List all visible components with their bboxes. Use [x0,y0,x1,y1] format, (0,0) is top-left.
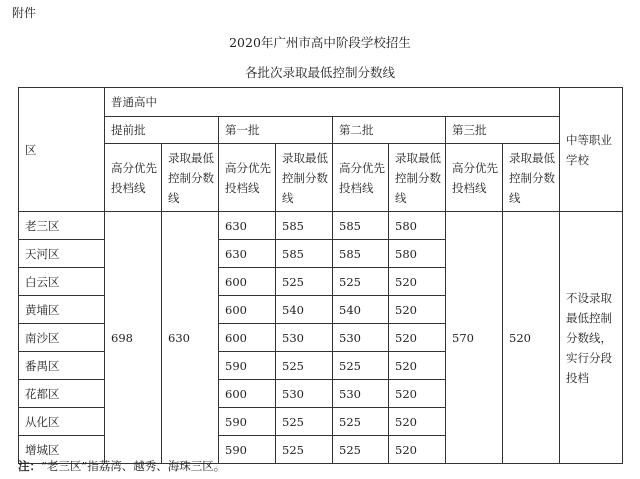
district-cell: 白云区 [19,268,105,296]
footnote-text: “老三区”指荔湾、越秀、海珠三区。 [41,459,226,473]
first-min-score: 530 [276,324,333,352]
first-min-score: 585 [276,212,333,240]
vocational-note: 不设录取最低控制分数线，实行分段投档 [560,212,623,464]
first-min-score: 585 [276,240,333,268]
vocational-header: 中等职业学校 [560,88,623,212]
second-min-header: 录取最低控制分数线 [389,144,446,212]
first-min-score: 525 [276,436,333,464]
footnote [18,458,225,474]
first-priority-score: 600 [219,380,276,408]
first-min-score: 530 [276,380,333,408]
first-min-score: 540 [276,296,333,324]
third-priority-score: 570 [446,212,503,464]
second-min-score: 580 [389,240,446,268]
first-priority-score: 600 [219,324,276,352]
district-cell: 天河区 [19,240,105,268]
first-priority-score: 600 [219,296,276,324]
district-cell: 黄埔区 [19,296,105,324]
second-priority-score: 525 [333,436,389,464]
third-min-header: 录取最低控制分数线 [503,144,560,212]
first-min-score: 525 [276,352,333,380]
first-min-score: 525 [276,268,333,296]
second-priority-score: 585 [333,212,389,240]
second-priority-score: 525 [333,268,389,296]
second-min-score: 520 [389,352,446,380]
early-min-header: 录取最低控制分数线 [162,144,219,212]
table-row [19,212,623,240]
batch-third-header: 第三批 [446,117,560,144]
early-priority-header: 高分优先投档线 [105,144,162,212]
first-priority-score: 630 [219,240,276,268]
second-priority-score: 525 [333,408,389,436]
district-cell: 花都区 [19,380,105,408]
early-min-score: 630 [162,212,219,464]
second-priority-header: 高分优先投档线 [333,144,389,212]
second-priority-score: 530 [333,380,389,408]
second-min-score: 520 [389,324,446,352]
footnote-label: 注： [18,459,41,473]
document-title: 2020年广州市高中阶段学校招生 [229,35,411,50]
third-min-score: 520 [503,212,560,464]
second-min-score: 520 [389,436,446,464]
batch-first-header: 第一批 [219,117,333,144]
second-min-score: 520 [389,380,446,408]
district-cell: 番禺区 [19,352,105,380]
score-table [18,87,623,464]
first-priority-score: 590 [219,352,276,380]
district-cell: 增城区 [19,436,105,464]
second-priority-score: 585 [333,240,389,268]
third-priority-header: 高分优先投档线 [446,144,503,212]
second-min-score: 520 [389,296,446,324]
document-subtitle: 各批次录取最低控制分数线 [244,65,395,80]
first-min-header: 录取最低控制分数线 [276,144,333,212]
district-cell: 南沙区 [19,324,105,352]
second-min-score: 520 [389,408,446,436]
second-priority-score: 530 [333,324,389,352]
batch-early-header: 提前批 [105,117,219,144]
second-priority-score: 525 [333,352,389,380]
first-priority-score: 630 [219,212,276,240]
early-priority-score: 698 [105,212,162,464]
second-min-score: 580 [389,212,446,240]
second-priority-score: 540 [333,296,389,324]
attachment-label: 附件 [12,6,37,20]
first-priority-header: 高分优先投档线 [219,144,276,212]
first-min-score: 525 [276,408,333,436]
batch-second-header: 第二批 [333,117,446,144]
first-priority-score: 600 [219,268,276,296]
district-header: 区 [19,88,105,212]
second-min-score: 520 [389,268,446,296]
first-priority-score: 590 [219,436,276,464]
first-priority-score: 590 [219,408,276,436]
district-cell: 老三区 [19,212,105,240]
general-high-school-header: 普通高中 [105,88,560,117]
district-cell: 从化区 [19,408,105,436]
